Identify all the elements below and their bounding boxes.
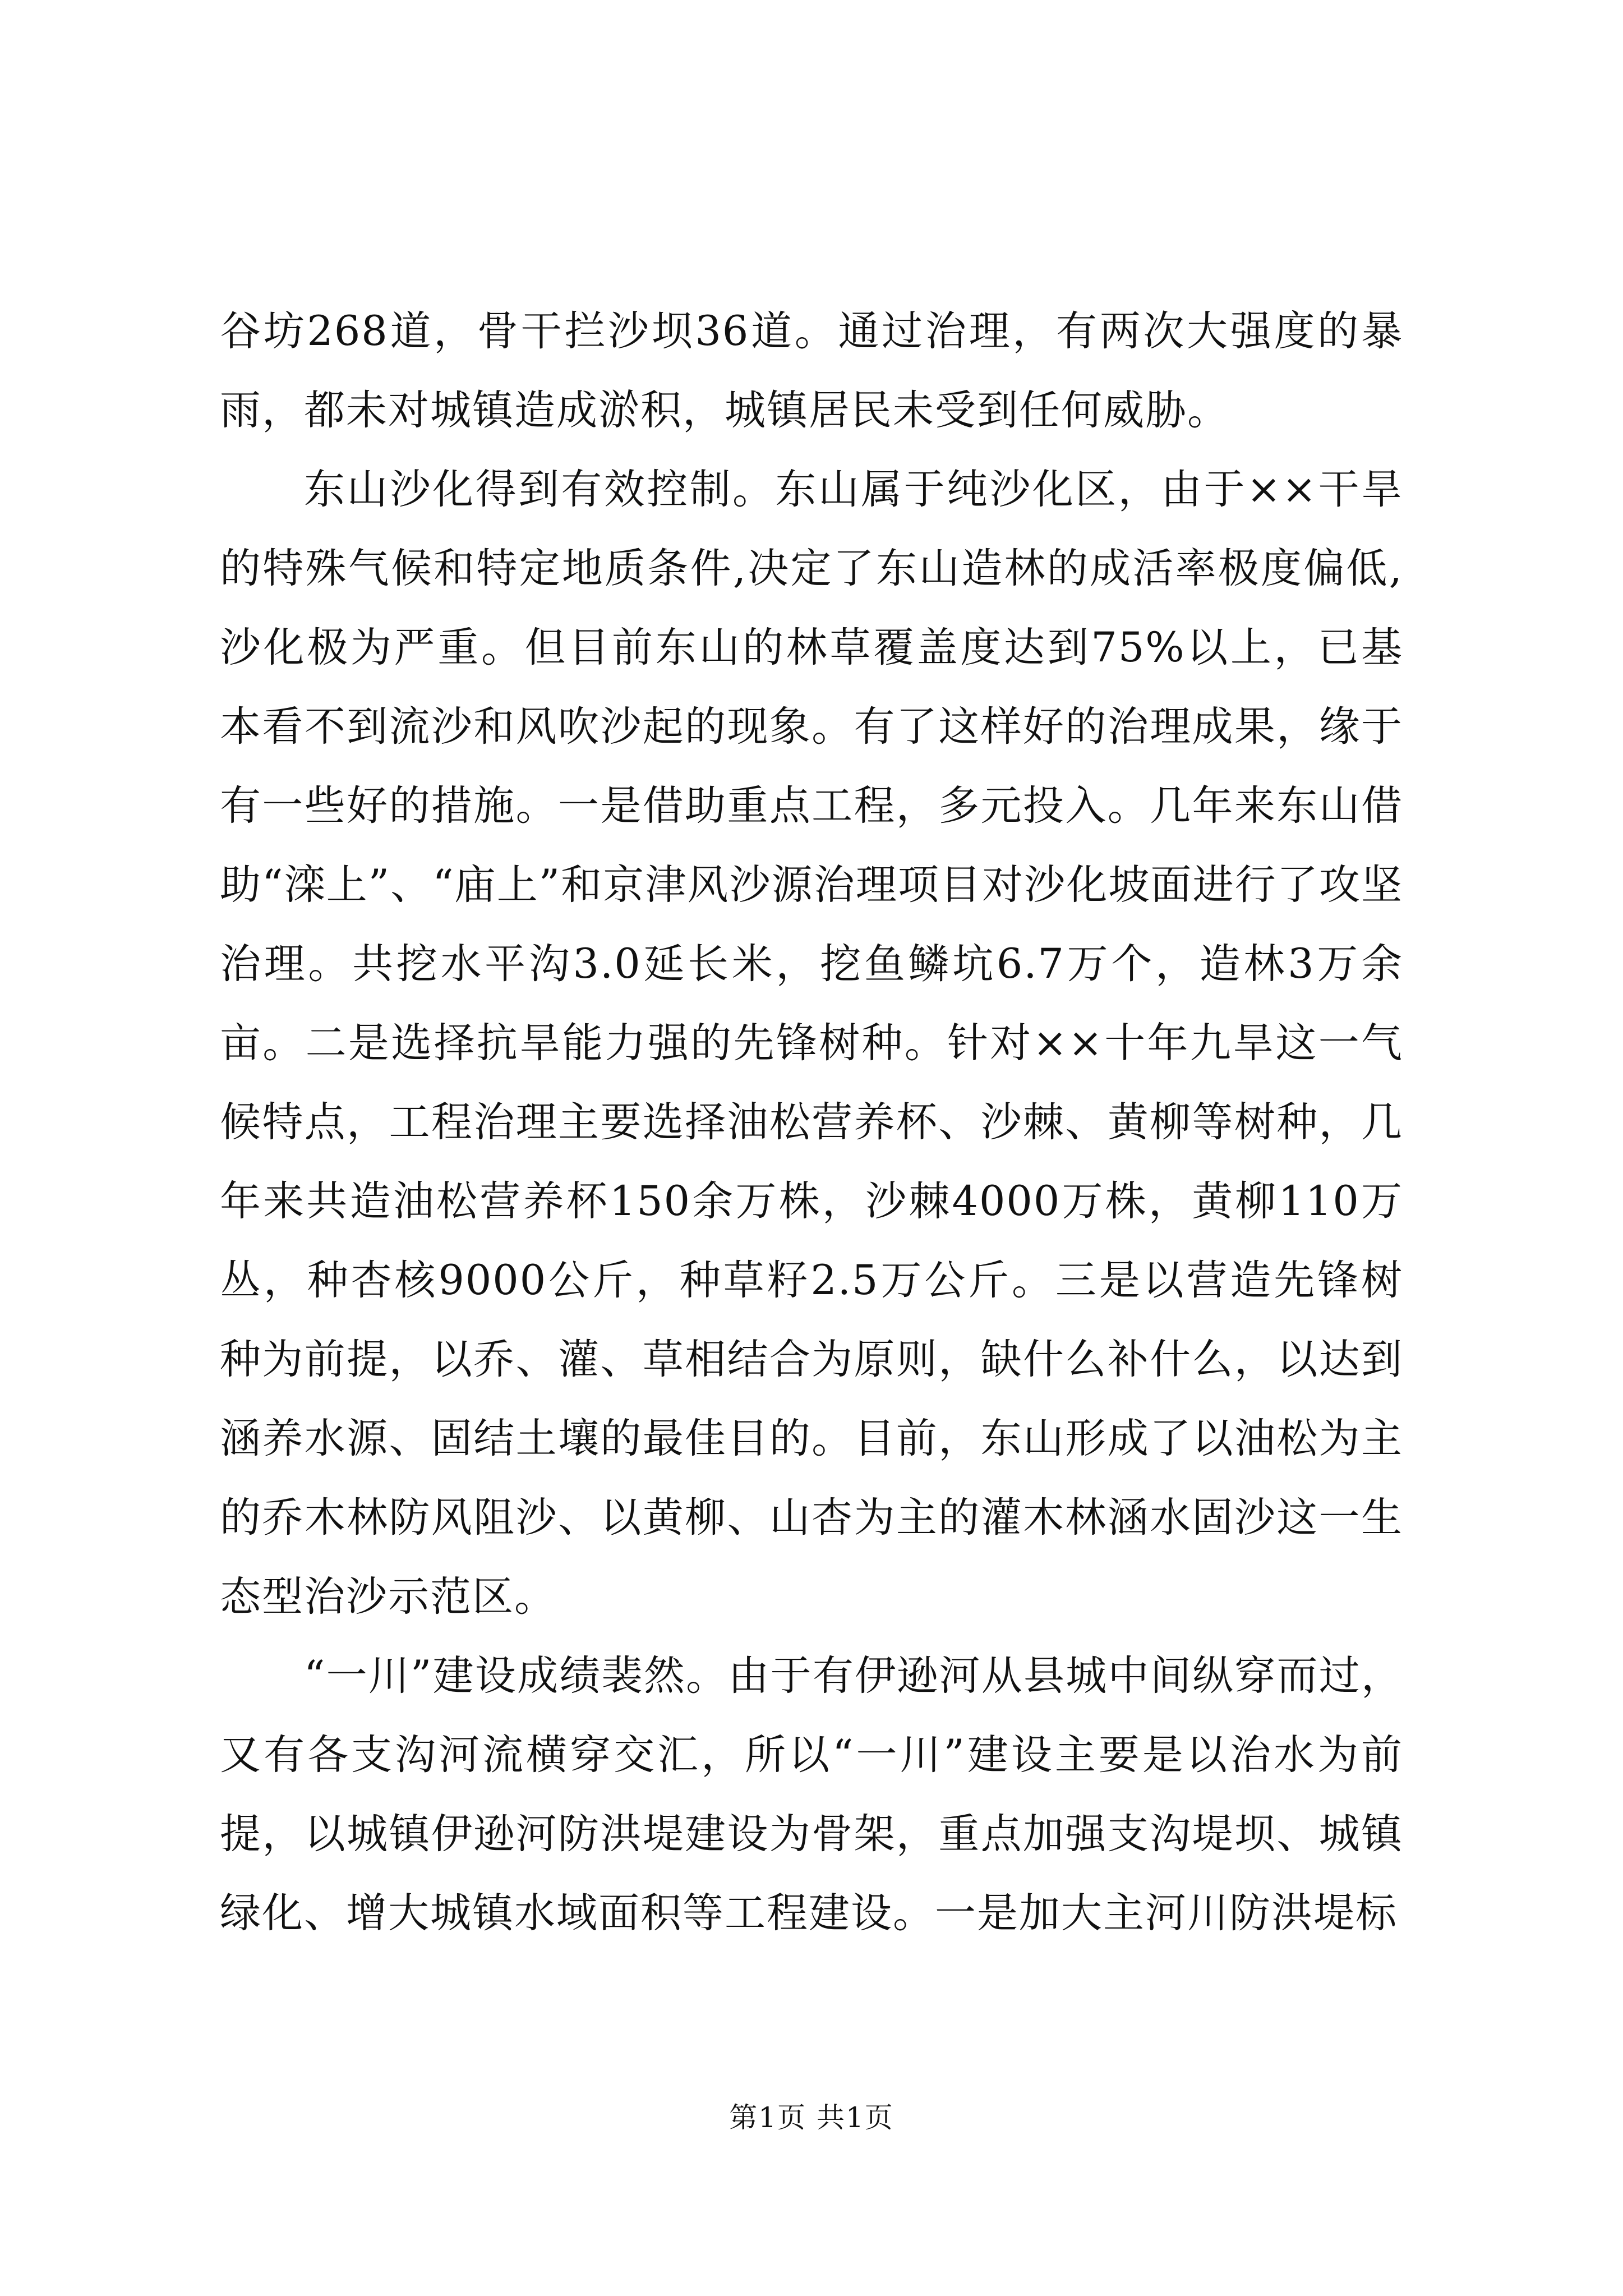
- paragraph-dongshan: 东山沙化得到有效控制。东山属于纯沙化区，由于××干旱的特殊气候和特定地质条件,决定了东山造林的成活率极度偏低,沙化极为严重。但目前东山的林草覆盖度达到75%以上，已基本看不到流沙和风吹沙起的现象。有了这样好的治理成果，缘于有一些好的措施。一是借助重点工程，多元投入。几年来东山借助“滦上”、“庙上”和京津风沙源治理项目对沙化坡面进行了攻坚治理。共挖水平沟3.0延长米，挖鱼鳞坑6.7万个，造林3万余亩。二是选择抗旱能力强的先锋树种。针对××十年九旱这一气候特点，工程治理主要选择油松营养杯、沙棘、黄柳等树种，几年来共造油松营养杯150余万株，沙棘4000万株，黄柳110万丛，种杏核9000公斤，种草籽2.5万公斤。三是以营造先锋树种为前提，以乔、灌、草相结合为原则，缺什么补什么，以达到涵养水源、固结土壤的最佳目的。目前，东山形成了以油松为主的乔木林防风阻沙、以黄柳、山杏为主的灌木林涵水固沙这一生态型治沙示范区。: [220, 466, 1403, 1621]
- page-footer: 第1页 共1页: [729, 2101, 894, 2134]
- paragraph-continuation: 谷坊268道，骨干拦沙坝36道。通过治理，有两次大强度的暴雨，都未对城镇造成淤积，城镇居民未受到任何威胁。: [220, 307, 1403, 434]
- paragraph-yichuan: “一川”建设成绩裴然。由于有伊逊河从县城中间纵穿而过，又有各支沟河流横穿交汇，所以“一川”建设主要是以治水为前提，以城镇伊逊河防洪堤建设为骨架，重点加强支沟堤坝、城镇绿化、增大城镇水域面积等工程建设。一是加大主河川防洪堤标: [220, 1652, 1403, 1937]
- body-text: [220, 292, 1403, 1953]
